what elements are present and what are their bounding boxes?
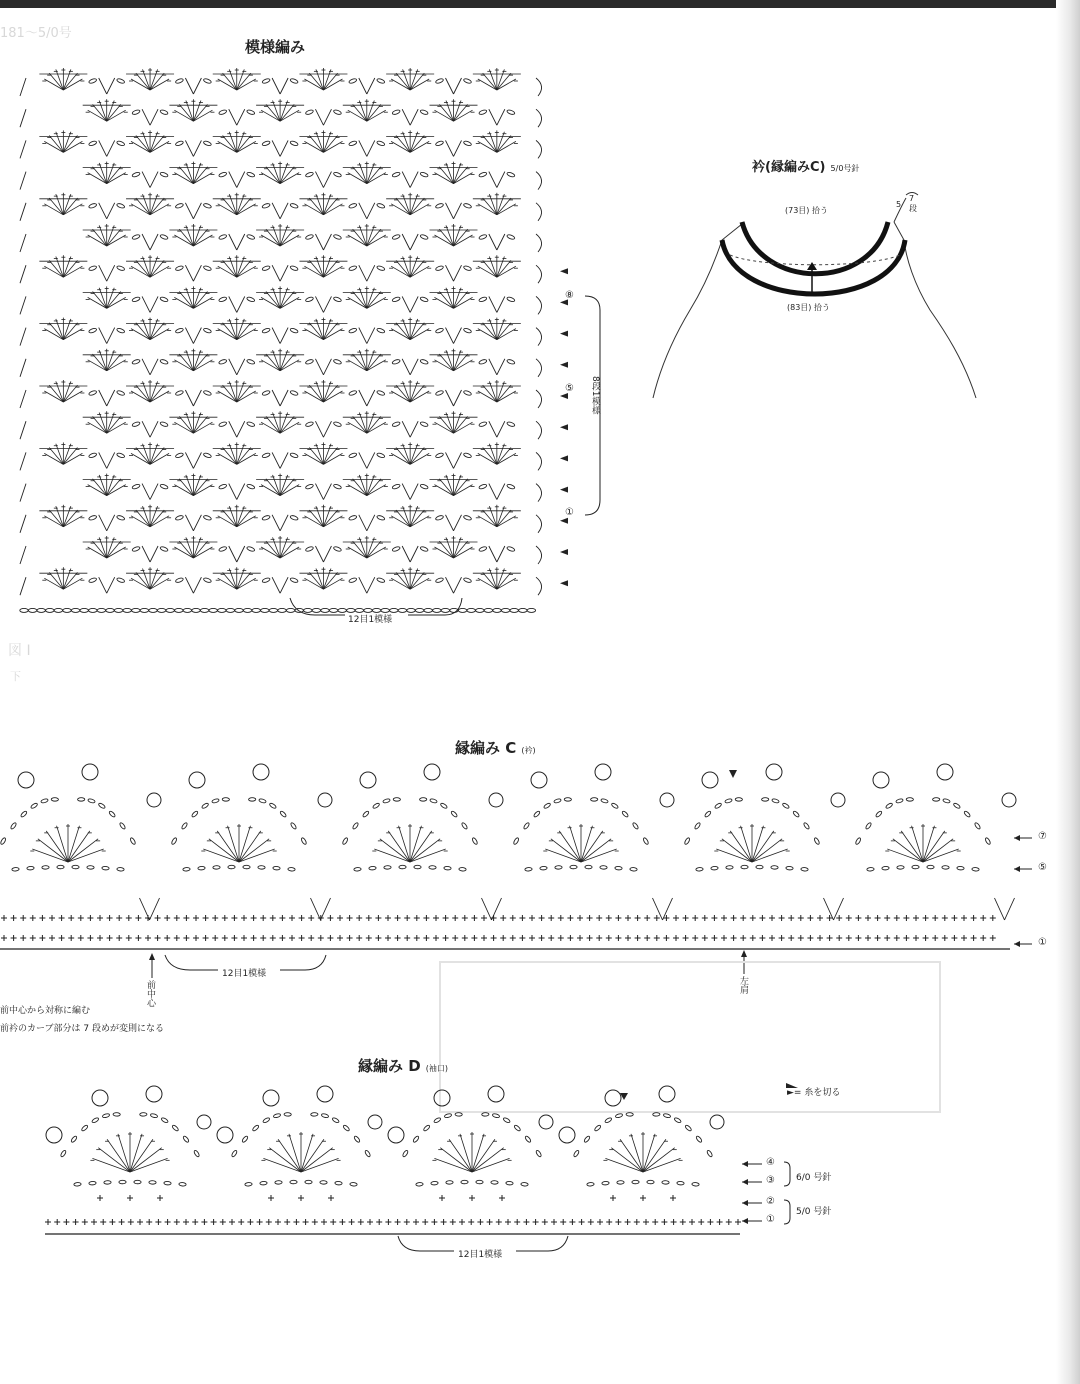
edging-d-row-marker-3: ③ — [766, 1175, 775, 1186]
single-crochet-mark — [670, 1195, 676, 1201]
single-crochet-mark — [165, 1219, 171, 1225]
edging-d-row-arrowhead — [742, 1200, 748, 1206]
single-crochet-mark — [192, 1219, 198, 1225]
single-crochet-mark — [321, 1219, 327, 1225]
single-crochet-mark — [54, 1219, 60, 1225]
single-crochet-mark — [652, 1219, 658, 1225]
single-crochet-mark — [146, 1219, 152, 1225]
single-crochet-mark — [439, 1195, 445, 1201]
single-crochet-mark — [349, 1219, 355, 1225]
single-crochet-mark — [385, 1219, 391, 1225]
single-crochet-mark — [238, 1219, 244, 1225]
edging-d-picot — [368, 1115, 382, 1129]
single-crochet-mark — [211, 1219, 217, 1225]
single-crochet-mark — [201, 1219, 207, 1225]
single-crochet-mark — [312, 1219, 318, 1225]
edging-c-left-shoulder-label: 左肩 — [738, 976, 748, 994]
edging-d-row-arrowhead — [742, 1218, 748, 1224]
single-crochet-mark — [606, 1219, 612, 1225]
edging-d-needle-upper: 6/0 号針 — [796, 1173, 832, 1183]
single-crochet-mark — [588, 1219, 594, 1225]
single-crochet-mark — [505, 1219, 511, 1225]
single-crochet-mark — [45, 1219, 51, 1225]
edging-d-repeat-bracket-left — [398, 1236, 454, 1251]
edging-d-picot — [434, 1090, 450, 1106]
edging-d-chain-arc-right — [482, 1113, 542, 1158]
edging-d-fan — [432, 1132, 511, 1172]
single-crochet-mark — [174, 1219, 180, 1225]
single-crochet-mark — [640, 1195, 646, 1201]
single-crochet-mark — [155, 1219, 161, 1225]
single-crochet-mark — [487, 1219, 493, 1225]
single-crochet-mark — [137, 1219, 143, 1225]
edging-d-chain-arc-left — [402, 1113, 462, 1158]
single-crochet-mark — [100, 1219, 106, 1225]
edging-d-motif — [46, 1086, 211, 1201]
single-crochet-mark — [376, 1219, 382, 1225]
edging-c-note-1: 前中心から対称に編む — [0, 1006, 91, 1016]
edging-d-fan — [603, 1132, 682, 1172]
single-crochet-mark — [459, 1219, 465, 1225]
edging-c-note-2: 前衿のカーブ部分は 7 段めが変則になる — [0, 1024, 164, 1034]
single-crochet-mark — [610, 1195, 616, 1201]
edging-c-front-center-label: 前中心 — [145, 980, 155, 1007]
single-crochet-mark — [127, 1195, 133, 1201]
single-crochet-mark — [689, 1219, 695, 1225]
single-crochet-mark — [97, 1195, 103, 1201]
single-crochet-mark — [247, 1219, 253, 1225]
single-crochet-mark — [229, 1219, 235, 1225]
edging-d-row-arrowhead — [742, 1161, 748, 1167]
edging-d-motif — [217, 1086, 382, 1201]
single-crochet-mark — [109, 1219, 115, 1225]
single-crochet-mark — [128, 1219, 134, 1225]
edging-d-picot — [197, 1115, 211, 1129]
edging-d-chain-arc-right — [653, 1113, 713, 1158]
single-crochet-mark — [680, 1219, 686, 1225]
edging-d-picot — [217, 1127, 233, 1143]
single-crochet-mark — [119, 1219, 125, 1225]
single-crochet-mark — [431, 1219, 437, 1225]
single-crochet-mark — [328, 1195, 334, 1201]
ghost-mark: 下 — [10, 670, 21, 683]
single-crochet-mark — [266, 1219, 272, 1225]
pattern-row-marker-5: ⑤ — [565, 383, 574, 394]
single-crochet-mark — [82, 1219, 88, 1225]
single-crochet-mark — [523, 1219, 529, 1225]
single-crochet-mark — [298, 1195, 304, 1201]
single-crochet-mark — [63, 1219, 69, 1225]
single-crochet-mark — [514, 1219, 520, 1225]
edging-d-row-marker-4: ④ — [766, 1157, 775, 1168]
single-crochet-mark — [671, 1219, 677, 1225]
single-crochet-mark — [157, 1195, 163, 1201]
edging-c-row-marker-7: ⑦ — [1038, 831, 1047, 842]
single-crochet-mark — [496, 1219, 502, 1225]
edging-d-chain-arc-lower — [587, 1180, 699, 1186]
edging-d-subtitle: (袖口) — [425, 1064, 449, 1073]
edging-d-row-arrowhead — [742, 1179, 748, 1185]
single-crochet-mark — [404, 1219, 410, 1225]
single-crochet-mark — [73, 1219, 79, 1225]
edging-c-title: 縁編み C — [455, 739, 517, 757]
single-crochet-mark — [533, 1219, 539, 1225]
edging-d-picot — [317, 1086, 333, 1102]
edging-d-chain-arc-right — [311, 1113, 371, 1158]
edging-d-picot — [559, 1127, 575, 1143]
single-crochet-mark — [358, 1219, 364, 1225]
single-crochet-mark — [183, 1219, 189, 1225]
collar-rows-unit: 7段 — [909, 194, 917, 213]
single-crochet-mark — [717, 1219, 723, 1225]
pattern-row-marker-8: ⑧ — [565, 290, 574, 301]
single-crochet-mark — [303, 1219, 309, 1225]
faint-page-header: 181〜5/0号 — [0, 26, 72, 41]
edging-d-chain-arc-left — [231, 1113, 291, 1158]
edging-d-chain-arc-left — [60, 1113, 120, 1158]
edging-d-chain-arc-right — [140, 1113, 200, 1158]
edging-c-row-marker-1: ① — [1038, 937, 1047, 948]
single-crochet-mark — [579, 1219, 585, 1225]
single-crochet-mark — [477, 1219, 483, 1225]
pattern-row-marker-1: ① — [565, 507, 574, 518]
edging-d-motif — [388, 1086, 553, 1201]
edging-d-picot — [263, 1090, 279, 1106]
legend-cut-yarn-arrow — [786, 1083, 798, 1088]
single-crochet-mark — [468, 1219, 474, 1225]
edging-c-row-marker-5: ⑤ — [1038, 862, 1047, 873]
single-crochet-mark — [661, 1219, 667, 1225]
single-crochet-mark — [220, 1219, 226, 1225]
edging-d-needle-lower: 5/0 号針 — [796, 1207, 832, 1217]
single-crochet-mark — [330, 1219, 336, 1225]
single-crochet-mark — [91, 1219, 97, 1225]
edging-d-picot — [488, 1086, 504, 1102]
collar-outer-pick-label: (83目) 拾う — [787, 303, 830, 312]
legend-cut-yarn: ►= 糸を切る — [787, 1088, 841, 1098]
single-crochet-mark — [339, 1219, 345, 1225]
single-crochet-mark — [735, 1219, 741, 1225]
single-crochet-mark — [422, 1219, 428, 1225]
single-crochet-mark — [293, 1219, 299, 1225]
edging-d-fan — [90, 1132, 169, 1172]
edging-d-picot — [388, 1127, 404, 1143]
edging-d-picot — [605, 1090, 621, 1106]
pattern-title: 模様編み — [245, 38, 306, 56]
collar-title: 衿(縁編みC) — [752, 160, 826, 175]
single-crochet-mark — [643, 1219, 649, 1225]
edging-d-picot — [539, 1115, 553, 1129]
edging-d-row-marker-2: ② — [766, 1196, 775, 1207]
single-crochet-mark — [367, 1219, 373, 1225]
collar-rows-number: 5 — [896, 200, 902, 209]
edging-d-picot — [46, 1127, 62, 1143]
edging-d-chain-arc-lower — [245, 1180, 357, 1186]
single-crochet-mark — [560, 1219, 566, 1225]
single-crochet-mark — [726, 1219, 732, 1225]
edging-d-chain-arc-lower — [416, 1180, 528, 1186]
legend-cut-yarn-text: = 糸を切る — [793, 1088, 841, 1098]
single-crochet-mark — [597, 1219, 603, 1225]
single-crochet-mark — [469, 1195, 475, 1201]
collar-inner-pick-label: (73目) 拾う — [785, 206, 828, 215]
edging-d-picot — [659, 1086, 675, 1102]
single-crochet-mark — [275, 1219, 281, 1225]
edging-d-chain-arc-lower — [74, 1180, 186, 1186]
pattern-repeat-height-label: 8段1模様 — [590, 376, 600, 415]
single-crochet-mark — [615, 1219, 621, 1225]
edging-d-picot — [710, 1115, 724, 1129]
single-crochet-mark — [499, 1195, 505, 1201]
pattern-repeat-width-label: 12目1模様 — [348, 615, 393, 625]
edging-d-motif — [559, 1086, 724, 1201]
single-crochet-mark — [542, 1219, 548, 1225]
single-crochet-mark — [707, 1219, 713, 1225]
edging-d-repeat-bracket-right — [516, 1236, 568, 1251]
single-crochet-mark — [634, 1219, 640, 1225]
edging-d-picot — [92, 1090, 108, 1106]
collar-needle: 5/0号針 — [830, 164, 860, 173]
edging-d-row-marker-1: ① — [766, 1214, 775, 1225]
edging-d-fan — [261, 1132, 340, 1172]
edging-d-chain-arc-left — [573, 1113, 633, 1158]
single-crochet-mark — [625, 1219, 631, 1225]
single-crochet-mark — [268, 1195, 274, 1201]
ghost-figure-mark: 図 I — [8, 643, 31, 659]
single-crochet-mark — [551, 1219, 557, 1225]
edging-d-needle-bracket-upper — [784, 1162, 790, 1186]
single-crochet-mark — [441, 1219, 447, 1225]
edging-c-repeat-label: 12目1模様 — [222, 969, 267, 979]
edging-d-title: 縁編み D — [358, 1057, 421, 1075]
single-crochet-mark — [569, 1219, 575, 1225]
single-crochet-mark — [395, 1219, 401, 1225]
single-crochet-mark — [284, 1219, 290, 1225]
single-crochet-mark — [257, 1219, 263, 1225]
single-crochet-mark — [413, 1219, 419, 1225]
edging-d-picot — [146, 1086, 162, 1102]
edging-c-subtitle: (衿) — [521, 746, 536, 755]
edging-d-needle-bracket-lower — [784, 1200, 790, 1224]
edging-d-repeat-label: 12目1模様 — [458, 1250, 503, 1260]
single-crochet-mark — [450, 1219, 456, 1225]
single-crochet-mark — [698, 1219, 704, 1225]
